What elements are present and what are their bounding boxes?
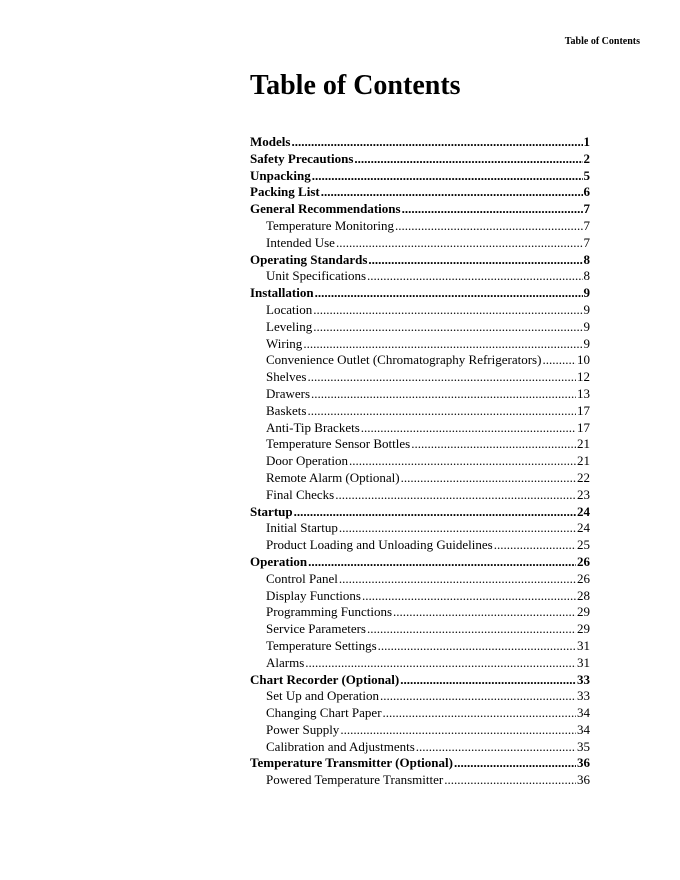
- toc-dot-leader: [294, 504, 576, 521]
- toc-entry-title: Wiring: [266, 335, 303, 351]
- toc-dot-leader: [362, 588, 576, 605]
- toc-subsection-entry[interactable]: [250, 638, 590, 655]
- toc-page-number: 25: [577, 537, 590, 553]
- toc-page-number: 21: [577, 453, 590, 469]
- toc-entry-title: Chart Recorder (Optional): [250, 671, 400, 687]
- toc-subsection-entry[interactable]: [250, 470, 590, 487]
- toc-page-number: 17: [577, 402, 590, 418]
- toc-entry-title: Safety Precautions: [250, 150, 354, 166]
- toc-dot-leader: [307, 403, 576, 420]
- toc-page-number: 24: [577, 520, 590, 536]
- toc-dot-leader: [361, 420, 576, 437]
- toc-entry-title: Packing List: [250, 184, 320, 200]
- toc-page-number: 9: [583, 301, 590, 317]
- toc-entry-title: Intended Use: [266, 234, 335, 250]
- toc-subsection-entry[interactable]: [250, 352, 590, 369]
- toc-entry-title: Final Checks: [266, 486, 335, 502]
- toc-entry-title: Operating Standards: [250, 251, 368, 267]
- toc-entry-title: Initial Startup: [266, 520, 338, 536]
- toc-dot-leader: [380, 688, 576, 705]
- toc-dot-leader: [349, 453, 576, 470]
- toc-dot-leader: [303, 336, 582, 353]
- toc-page-number: 13: [577, 385, 590, 401]
- toc-dot-leader: [395, 218, 583, 235]
- toc-subsection-entry[interactable]: [250, 319, 590, 336]
- toc-section-entry[interactable]: [250, 554, 590, 571]
- table-of-contents: [250, 134, 590, 789]
- toc-page-number: 1: [583, 134, 590, 149]
- toc-page-number: 7: [583, 217, 590, 233]
- toc-page-number: 5: [583, 167, 590, 183]
- toc-dot-leader: [291, 134, 582, 151]
- toc-dot-leader: [444, 772, 576, 789]
- toc-section-entry[interactable]: [250, 755, 590, 772]
- toc-page-number: 17: [577, 419, 590, 435]
- toc-page-number: 31: [577, 637, 590, 653]
- toc-page-number: 12: [577, 369, 590, 385]
- toc-dot-leader: [315, 285, 583, 302]
- toc-subsection-entry[interactable]: [250, 453, 590, 470]
- toc-entry-title: Anti-Tip Brackets: [266, 419, 360, 435]
- toc-page-number: 21: [577, 436, 590, 452]
- toc-dot-leader: [367, 621, 576, 638]
- toc-page-number: 33: [577, 688, 590, 704]
- toc-dot-leader: [354, 151, 582, 168]
- toc-entry-title: Leveling: [266, 318, 313, 334]
- toc-subsection-entry[interactable]: [250, 268, 590, 285]
- toc-dot-leader: [367, 268, 582, 285]
- toc-subsection-entry[interactable]: [250, 772, 590, 789]
- toc-subsection-entry[interactable]: [250, 436, 590, 453]
- toc-entry-title: Convenience Outlet (Chromatography Refrigerators): [266, 352, 542, 368]
- toc-dot-leader: [340, 722, 576, 739]
- toc-page-number: 9: [583, 335, 590, 351]
- toc-entry-title: Drawers: [266, 385, 311, 401]
- toc-subsection-entry[interactable]: [250, 688, 590, 705]
- toc-dot-leader: [308, 554, 576, 571]
- toc-entry-title: Control Panel: [266, 570, 338, 586]
- toc-dot-leader: [378, 638, 576, 655]
- toc-page-number: 8: [583, 268, 590, 284]
- toc-entry-title: Changing Chart Paper: [266, 705, 382, 721]
- toc-page-number: 34: [577, 721, 590, 737]
- toc-entry-title: Startup: [250, 503, 293, 519]
- toc-dot-leader: [311, 386, 576, 403]
- toc-page-number: 29: [577, 621, 590, 637]
- toc-section-entry[interactable]: [250, 201, 590, 218]
- toc-entry-title: Programming Functions: [266, 604, 393, 620]
- toc-entry-title: Shelves: [266, 369, 307, 385]
- toc-entry-title: Display Functions: [266, 587, 361, 603]
- toc-entry-title: Service Parameters: [266, 621, 366, 637]
- toc-entry-title: General Recommendations: [250, 201, 401, 217]
- toc-subsection-entry[interactable]: [250, 739, 590, 756]
- toc-dot-leader: [542, 352, 576, 369]
- toc-entry-title: Temperature Settings: [266, 637, 377, 653]
- toc-dot-leader: [336, 235, 583, 252]
- toc-subsection-entry[interactable]: [250, 487, 590, 504]
- toc-subsection-entry[interactable]: [250, 722, 590, 739]
- toc-dot-leader: [313, 319, 582, 336]
- toc-page-number: 29: [577, 604, 590, 620]
- toc-page-number: 34: [577, 705, 590, 721]
- toc-entry-title: Unit Specifications: [266, 268, 367, 284]
- toc-dot-leader: [335, 487, 576, 504]
- toc-entry-title: Remote Alarm (Optional): [266, 469, 400, 485]
- toc-dot-leader: [402, 201, 583, 218]
- toc-dot-leader: [307, 369, 576, 386]
- toc-dot-leader: [401, 470, 576, 487]
- toc-subsection-entry[interactable]: [250, 588, 590, 605]
- toc-page-number: 6: [583, 184, 590, 200]
- toc-section-entry[interactable]: [250, 285, 590, 302]
- toc-subsection-entry[interactable]: [250, 655, 590, 672]
- toc-entry-title: Baskets: [266, 402, 307, 418]
- toc-entry-title: Alarms: [266, 654, 305, 670]
- toc-page-number: 33: [577, 671, 590, 687]
- toc-section-entry[interactable]: [250, 184, 590, 201]
- toc-page-number: 31: [577, 654, 590, 670]
- toc-entry-title: Power Supply: [266, 721, 340, 737]
- toc-subsection-entry[interactable]: [250, 235, 590, 252]
- toc-page-number: 7: [583, 201, 590, 217]
- toc-page-number: 36: [577, 755, 590, 771]
- toc-dot-leader: [339, 520, 576, 537]
- toc-page-number: 23: [577, 486, 590, 502]
- toc-page-number: 26: [577, 553, 590, 569]
- toc-dot-leader: [400, 672, 576, 689]
- toc-dot-leader: [312, 168, 583, 185]
- toc-entry-title: Temperature Monitoring: [266, 217, 394, 233]
- toc-subsection-entry[interactable]: [250, 537, 590, 554]
- toc-entry-title: Location: [266, 301, 313, 317]
- toc-page-number: 9: [583, 285, 590, 301]
- toc-dot-leader: [494, 537, 576, 554]
- toc-section-entry[interactable]: [250, 168, 590, 185]
- toc-dot-leader: [313, 302, 582, 319]
- toc-dot-leader: [393, 604, 576, 621]
- toc-entry-title: Operation: [250, 553, 308, 569]
- toc-dot-leader: [454, 755, 576, 772]
- toc-entry-title: Installation: [250, 285, 314, 301]
- toc-dot-leader: [411, 436, 576, 453]
- toc-entry-title: Product Loading and Unloading Guidelines: [266, 537, 493, 553]
- toc-section-entry[interactable]: [250, 134, 590, 151]
- toc-page-number: 10: [577, 352, 590, 368]
- toc-entry-title: Temperature Transmitter (Optional): [250, 755, 453, 771]
- toc-subsection-entry[interactable]: [250, 386, 590, 403]
- toc-page-number: 2: [583, 150, 590, 166]
- toc-subsection-entry[interactable]: [250, 403, 590, 420]
- toc-entry-title: Models: [250, 134, 291, 149]
- toc-subsection-entry[interactable]: [250, 604, 590, 621]
- toc-entry-title: Door Operation: [266, 453, 348, 469]
- toc-subsection-entry[interactable]: [250, 520, 590, 537]
- toc-page-number: 7: [583, 234, 590, 250]
- toc-entry-title: Set Up and Operation: [266, 688, 380, 704]
- toc-subsection-entry[interactable]: [250, 705, 590, 722]
- toc-dot-leader: [339, 571, 576, 588]
- toc-page-number: 35: [577, 738, 590, 754]
- toc-section-entry[interactable]: [250, 151, 590, 168]
- toc-dot-leader: [368, 252, 582, 269]
- toc-page-number: 22: [577, 469, 590, 485]
- page-title: Table of Contents: [250, 70, 461, 101]
- toc-dot-leader: [416, 739, 576, 756]
- toc-page-number: 24: [577, 503, 590, 519]
- toc-dot-leader: [305, 655, 576, 672]
- toc-subsection-entry[interactable]: [250, 302, 590, 319]
- toc-section-entry[interactable]: [250, 672, 590, 689]
- toc-subsection-entry[interactable]: [250, 369, 590, 386]
- toc-subsection-entry[interactable]: [250, 218, 590, 235]
- toc-subsection-entry[interactable]: [250, 571, 590, 588]
- toc-section-entry[interactable]: [250, 252, 590, 269]
- toc-page-number: 26: [577, 570, 590, 586]
- toc-entry-title: Unpacking: [250, 167, 311, 183]
- toc-dot-leader: [321, 184, 583, 201]
- toc-page-number: 9: [583, 318, 590, 334]
- toc-dot-leader: [383, 705, 576, 722]
- toc-page-number: 28: [577, 587, 590, 603]
- toc-subsection-entry[interactable]: [250, 621, 590, 638]
- toc-subsection-entry[interactable]: [250, 420, 590, 437]
- toc-entry-title: Powered Temperature Transmitter: [266, 772, 444, 788]
- toc-entry-title: Calibration and Adjustments: [266, 738, 415, 754]
- running-header: Table of Contents: [564, 36, 640, 47]
- toc-page-number: 8: [583, 251, 590, 267]
- toc-section-entry[interactable]: [250, 504, 590, 521]
- toc-subsection-entry[interactable]: [250, 336, 590, 353]
- toc-entry-title: Temperature Sensor Bottles: [266, 436, 411, 452]
- toc-page-number: 36: [577, 772, 590, 788]
